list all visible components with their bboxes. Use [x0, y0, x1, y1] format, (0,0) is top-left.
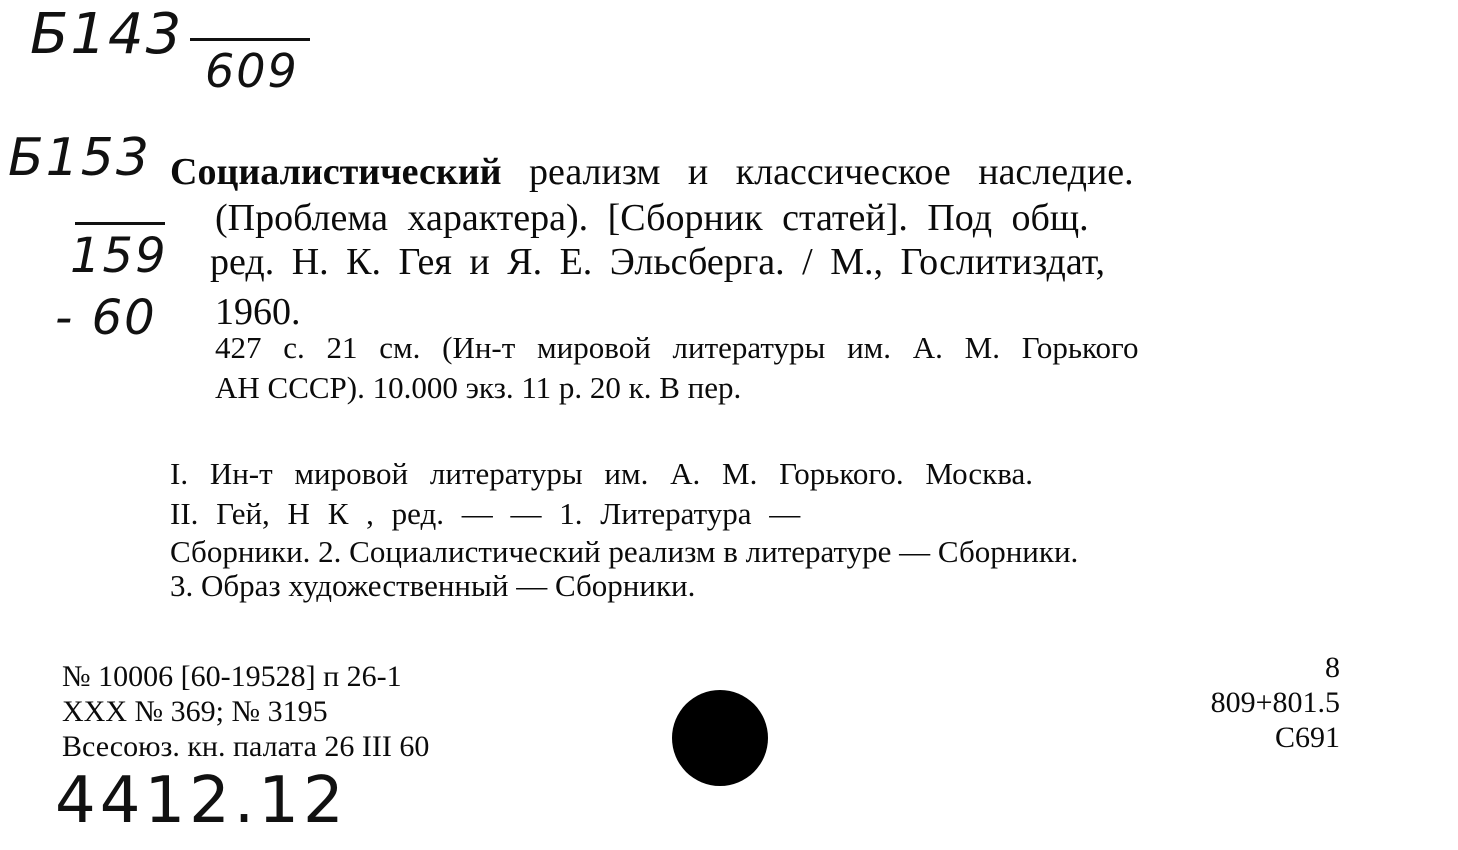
entry-title-rest: реализм и классическое наследие.	[501, 151, 1134, 193]
classification-line-1: 8	[1325, 651, 1340, 684]
entry-title-line-2: (Проблема характера). [Сборник статей]. Под общ.	[215, 197, 1089, 239]
entry-title-line-1	[170, 150, 1134, 194]
physical-description-line-1: 427 с. 21 см. (Ин-т мировой литературы им. А. М. Горького	[215, 330, 1139, 365]
entry-title: Социалистический	[170, 151, 502, 193]
card-punch-hole	[672, 690, 768, 786]
subject-headings-line-4: 3. Образ художественный — Сборники.	[170, 568, 696, 603]
imprint-line-3: Всесоюз. кн. палата 26 III 60	[62, 730, 430, 763]
handwritten-code-left-year: - 60	[55, 290, 157, 346]
handwritten-code-left: Б153	[8, 128, 151, 188]
classification-block	[1211, 650, 1340, 755]
classification-line-3: С691	[1274, 721, 1340, 754]
entry-title-line-3: ред. Н. К. Гея и Я. Е. Эльсберга. / М., Гослитиздат,	[210, 241, 1105, 283]
handwritten-shelfmark-bottom: 4412.12	[55, 764, 348, 838]
handwritten-shelfmark-top-denominator: 609	[205, 44, 299, 98]
handwritten-code-left-denominator: 159	[70, 228, 168, 284]
physical-description-line-2: АН СССР). 10.000 экз. 11 р. 20 к. В пер.	[215, 370, 742, 405]
classification-line-2: 809+801.5	[1210, 686, 1340, 719]
fraction-line-left	[75, 222, 165, 225]
subject-headings-line-1: I. Ин-т мировой литературы им. А. М. Горького. Москва.	[170, 456, 1033, 491]
fraction-line-top	[190, 38, 310, 41]
imprint-line-1: № 10006 [60-19528] п 26-1	[62, 660, 402, 693]
subject-headings-line-3: Сборники. 2. Социалистический реализм в литературе — Сборники.	[170, 534, 1079, 569]
subject-headings-line-2: II. Гей, Н К , ред. — — 1. Литература —	[170, 496, 801, 531]
imprint-line-2: XXX № 369; № 3195	[62, 695, 328, 728]
entry-year: 1960.	[215, 291, 301, 333]
handwritten-shelfmark-top: Б143	[30, 2, 184, 67]
